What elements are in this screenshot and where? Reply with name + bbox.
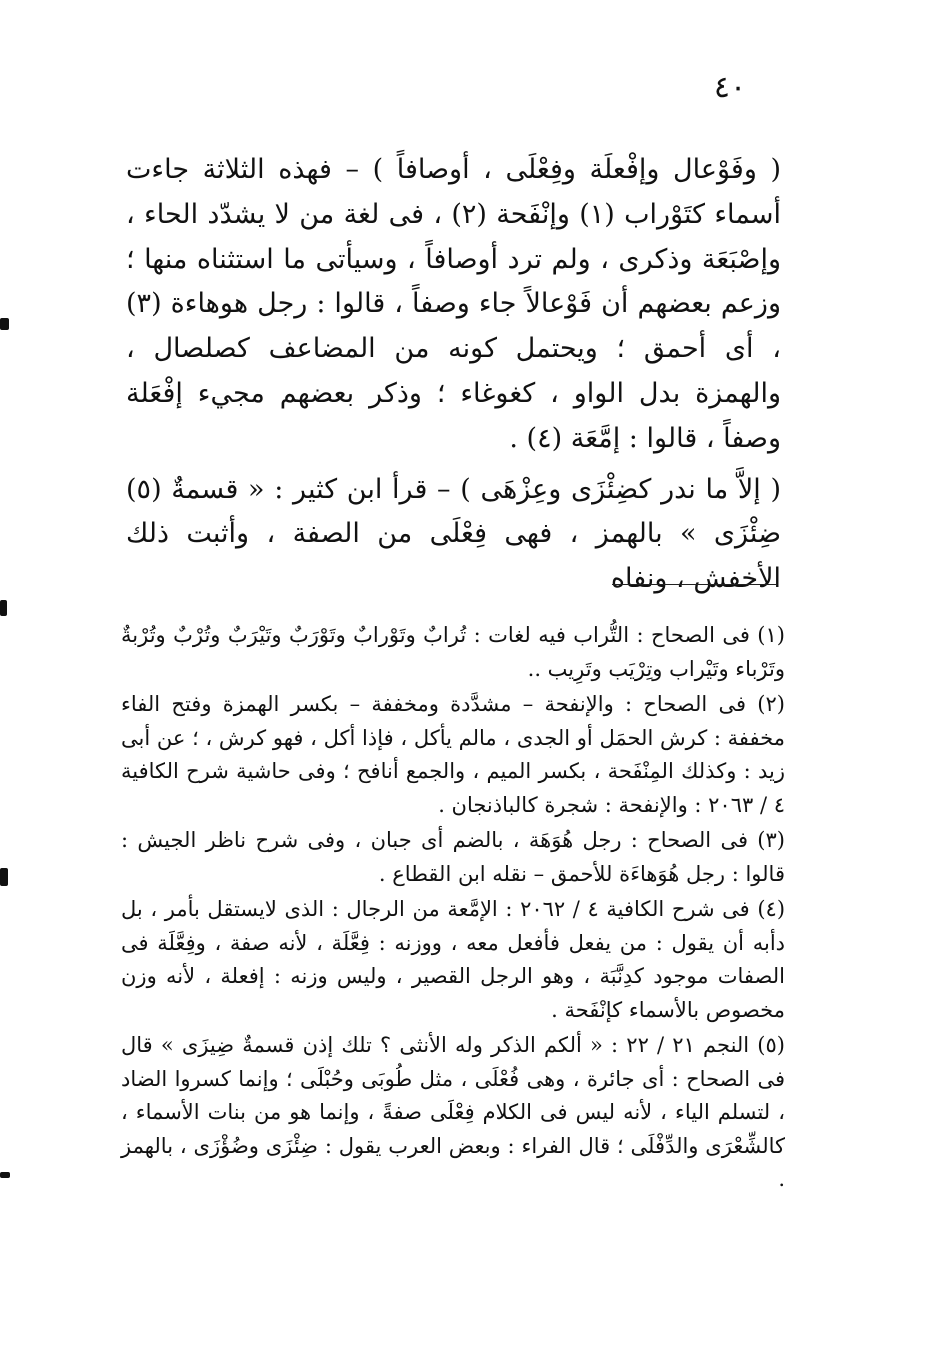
footnote: (٤) فى شرح الكافية ٤ / ٢٠٦٢ : الإمَّعة من الرجال : الذى لايستقل بأمر ، بل دأبه أن يقول : من يفعل فأفعل معه ، ووزنه : فِعَّلَة ، لأنه صفة ، وفِعَّلَة فى الصفات موجود كدِنَّبَة ، وهو الرجل القصير ، وليس وزنه : إفعلة ، لأنه وزن مخصوص بالأسماء كإنْفَحة . [121, 897, 786, 1022]
footnote: (٥) النجم ٢١ / ٢٢ : « ألكم الذكر وله الأنثى ؟ تلك إذن قسمةٌ ضِيزَى » قال فى الصحاح : أى جائرة ، وهى فُعْلَى ، مثل طُوبَى وحُبْلَى ؛ وإنما كسروا الضاد ، لتسلم الياء ، لأنه ليس فى الكلام فِعْلَى صفةً ، وإنما هو من بنات الأسماء ، كالشِّعْرَى والدِّفْلَى ؛ قال الفراء : وبعض العرب يقول : ضِئْزَى وضُؤْزَى ، بالهمز . [121, 1033, 785, 1191]
main-paragraph: ( إلاَّ ما ندر كضِئْزَى وعِزْهَى ) – قرأ ابن كثير : « قسمةٌ (٥) ضِئْزَى » بالهمز ، فهى فِعْلَى من الصفة ، وأثبت ذلك الأخفش ، ونفاه [126, 473, 781, 595]
scan-edge-mark [0, 318, 9, 330]
scan-edge-mark [0, 868, 8, 886]
footnote: (١) فى الصحاح : التُّراب فيه لغات : تُرابٌ وتَوْرابٌ وتَوْرَبٌ وتَيْرَبٌ وتُرْبٌ وتُرْبةٌ وتَرْباء وتَيْراب وتِرْيَب وتَرِيب .. [121, 623, 785, 681]
scan-edge-mark [0, 1172, 10, 1178]
footnote-separator [612, 584, 776, 585]
footnotes [121, 619, 785, 1197]
scan-edge-mark [0, 600, 7, 616]
main-text [126, 148, 781, 602]
page-number: ٤٠ [713, 70, 747, 105]
footnote: (٣) فى الصحاح : رجل هُوَهَة ، بالضم أى جبان ، وفى شرح ناظر الجيش : قالوا : رجل هُوَهاءَة للأحمق – نقله ابن القطاع . [121, 828, 785, 886]
footnote: (٢) فى الصحاح : والإنفحة – مشدَّدة ومخففة – بكسر الهمزة وفتح الفاء مخففة : كرش الحمَل أو الجدى ، مالم يأكل ، فإذا أكل ، فهو كرش ، ؛ عن أبى زيد : وكذلك المِنْفَحة ، بكسر الميم ، والجمع أنافح ؛ وفى حاشية شرح الكافية ٤ / ٢٠٦٣ : والإنفحة : شجرة كالباذنجان . [121, 692, 785, 817]
main-paragraph: ( وفَوْعال وإفْعلَة وفِعْلَى ، أوصافاً ) – فهذه الثلاثة جاءت أسماء كتَوْراب (١) وإنْفَحة (٢) ، فى لغة من لا يشدّد الحاء ، وإصْبَعَة وذكرى ، ولم ترد أوصافاً ، وسيأتى ما استثناه منها ؛ وزعم بعضهم أن فَوْعالاً جاء وصفاً ، قالوا : رجل هوهاءة (٣) ، أى أحمق ؛ ويحتمل كونه من المضاعف كصلصال ، والهمزة بدل الواو ، كغوغاء ؛ وذكر بعضهم مجيء إفْعَلة وصفاً ، قالوا : إمَّعَة (٤) . [126, 154, 781, 454]
